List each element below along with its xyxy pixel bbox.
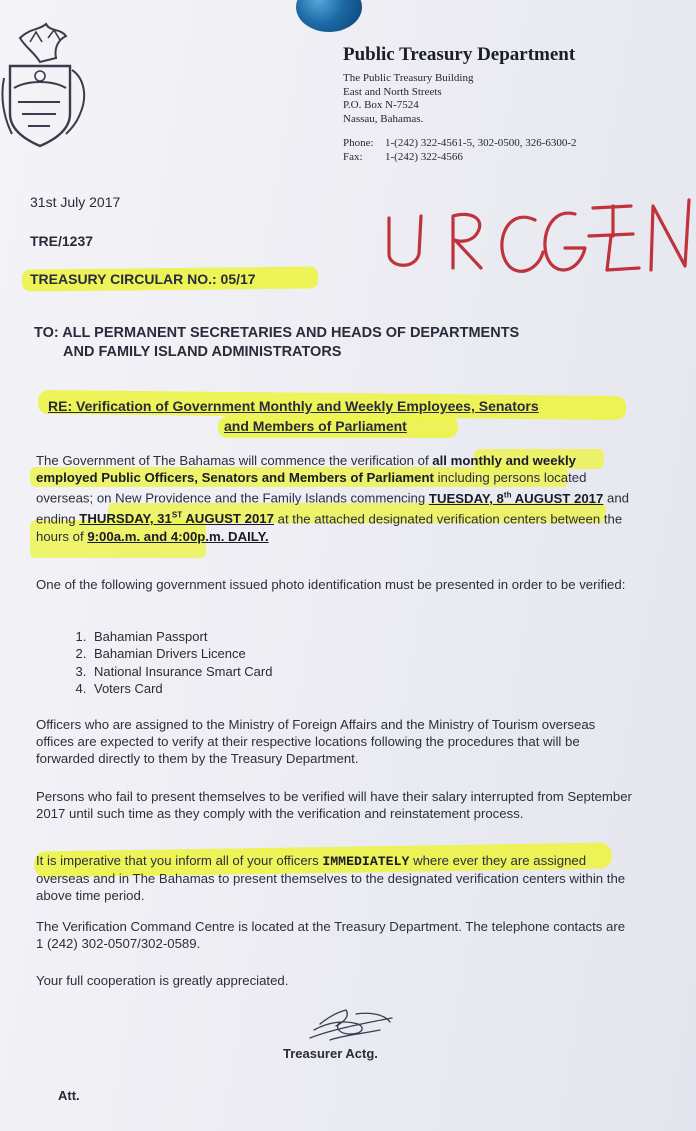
phone-label: Phone: — [343, 137, 374, 149]
department-title: Public Treasury Department — [343, 44, 576, 65]
coat-of-arms-emblem — [0, 18, 92, 158]
addressee-line: AND FAMILY ISLAND ADMINISTRATORS — [63, 344, 342, 360]
reference-number: TRE/1237 — [30, 233, 94, 249]
signatory-title: Treasurer Actg. — [283, 1046, 378, 1061]
subject-line: and Members of Parliament — [224, 418, 407, 434]
addressee-line: TO: ALL PERMANENT SECRETARIES AND HEADS OF DEPARTMENTS — [34, 325, 520, 341]
address-line: The Public Treasury Building — [343, 72, 474, 84]
fax-value: 1-(242) 322-4566 — [385, 151, 463, 163]
list-item: 2. Bahamian Drivers Licence — [90, 645, 462, 662]
paragraph-salary-interruption: Persons who fail to present themselves to be verified will have their salary interrupted from September 2017 until such time as they comply with the verification and reinstatement process. — [36, 789, 632, 822]
letter-date: 31st July 2017 — [30, 194, 121, 210]
attachment-note: Att. — [58, 1088, 80, 1103]
paragraph-closing: Your full cooperation is greatly appreciated. — [36, 973, 289, 988]
subject-line: RE: Verification of Government Monthly and Weekly Employees, Senators — [48, 398, 539, 414]
list-item: 4. Voters Card — [90, 680, 462, 697]
handwritten-urgent-note — [375, 192, 695, 282]
list-item: 3. National Insurance Smart Card — [90, 663, 462, 680]
paragraph-verification-notice: The Government of The Bahamas will commence the verification of all monthly and weekly employed Public Officers, Senators and Members of Parliament including persons located overseas; on New Providence and the Family Islands commencing TUESDAY, 8th AUGUST 2017 and ending THURSDAY, 31ST AUGUST 2017 at the attached designated verification centers between the hours of 9:00a.m. and 4:00p.m. DAILY. — [36, 453, 629, 544]
highlighted-text: all monthly and weekly employed Public Officers, Senators and Members of Parliament — [36, 453, 576, 486]
paragraph-command-centre: The Verification Command Centre is located at the Treasury Department. The telephone contacts are 1 (242) 302-0507/302-0589. — [36, 919, 626, 952]
address-line: P.O. Box N-7524 — [343, 99, 419, 111]
circular-number: TREASURY CIRCULAR NO.: 05/17 — [30, 271, 256, 287]
paragraph-overseas-officers: Officers who are assigned to the Ministry of Foreign Affairs and the Ministry of Tourism overseas offices are expected to verify at their respective locations following the procedures that will be forwarded directly to them by the Treasury Department. — [36, 717, 596, 767]
department-address — [343, 72, 473, 126]
handwritten-signature — [300, 1000, 400, 1048]
address-line: East and North Streets — [343, 85, 442, 98]
fax-label: Fax: — [343, 151, 363, 163]
verification-hours: 9:00a.m. and 4:00p.m. DAILY. — [87, 528, 269, 544]
id-list — [62, 628, 462, 697]
address-line: Nassau, Bahamas. — [343, 112, 424, 125]
paragraph-imperative: It is imperative that you inform all of your officers IMMEDIATELY where ever they are assigned overseas and in The Bahamas to present themselves to the designated verification centers within the above time period. — [36, 853, 626, 904]
end-date: THURSDAY, 31ST AUGUST 2017 — [79, 511, 274, 527]
push-pin — [296, 0, 362, 32]
start-date: TUESDAY, 8th AUGUST 2017 — [428, 490, 604, 506]
phone-value: 1-(242) 322-4561-5, 302-0500, 326-6300-2 — [385, 137, 577, 149]
contact-numbers — [343, 136, 577, 164]
paragraph-id-requirement: One of the following government issued photo identification must be presented in order to be verified: — [36, 577, 626, 592]
list-item: 1. Bahamian Passport — [90, 628, 462, 645]
